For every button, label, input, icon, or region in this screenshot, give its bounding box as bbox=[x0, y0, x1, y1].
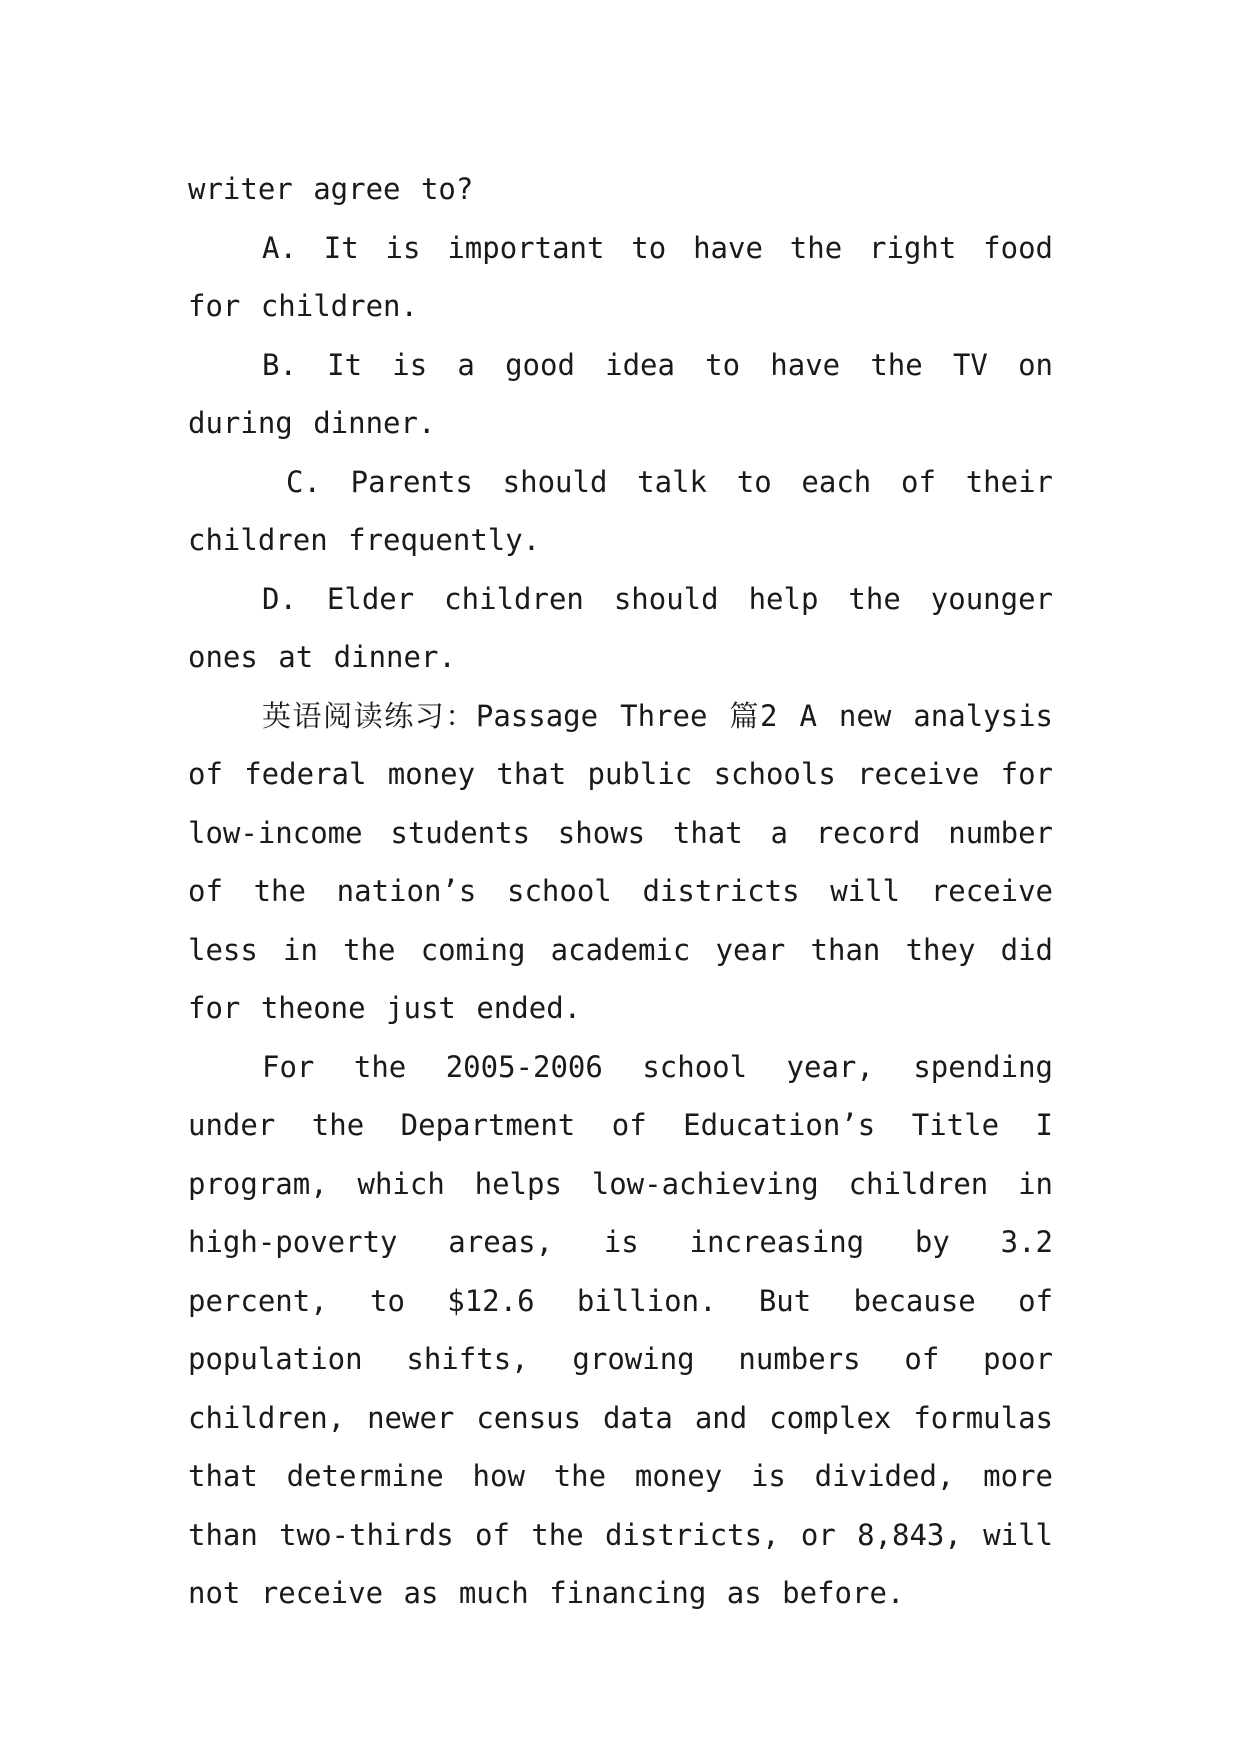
passage-three-paragraph-2: For the 2005-2006 school year, spending under the Department of Education’s Title I program, which helps low-achieving children in high-poverty areas, is increasing by 3.2 percent, to $12.6 billion. But because of population shifts, growing numbers of poor children, newer census data and complex formulas that determine how the money is divided, more than two-thirds of the districts, or 8,843, will not receive as much financing as before. bbox=[188, 1049, 1053, 1610]
option-b: B. It is a good idea to have the TV on during dinner. bbox=[188, 347, 1053, 440]
document-body bbox=[188, 160, 1053, 1623]
option-c: C. Parents should talk to each of their children frequently. bbox=[188, 464, 1053, 557]
passage-three-paragraph-1: 英语阅读练习：Passage Three 篇2 A new analysis of federal money that public schools receive for low-income students shows that a record number of the nation’s school districts will receive less in the coming academic year than they did for theone just ended. bbox=[188, 698, 1053, 1025]
question-stem-continuation: writer agree to? bbox=[188, 172, 474, 206]
option-d: D. Elder children should help the younger ones at dinner. bbox=[188, 581, 1053, 674]
option-a: A. It is important to have the right food for children. bbox=[188, 230, 1053, 323]
